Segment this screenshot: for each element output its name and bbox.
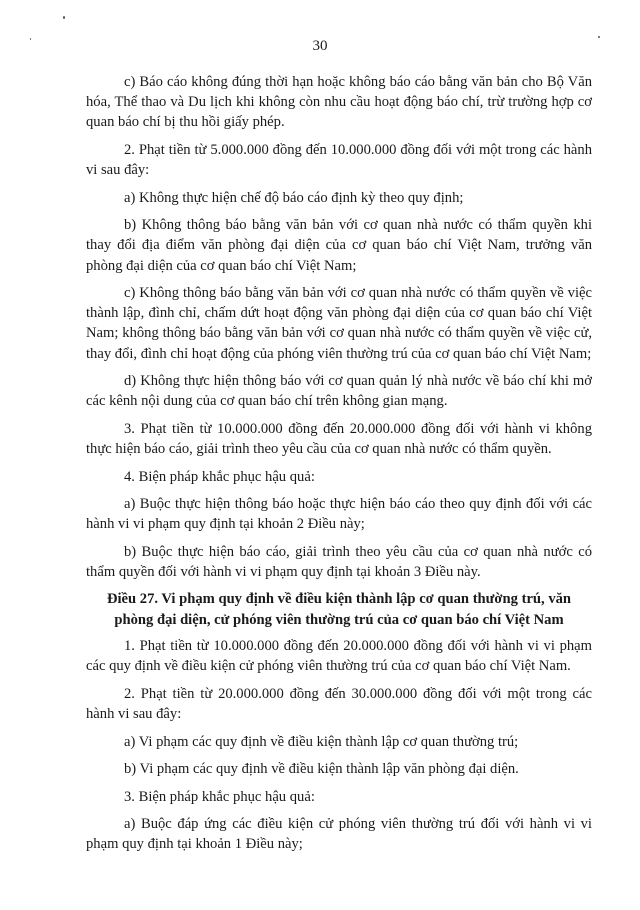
scan-speck — [63, 16, 65, 19]
paragraph: 1. Phạt tiền từ 10.000.000 đồng đến 20.000.000 đồng đối với hành vi vi phạm các quy định về điều kiện cử phóng viên thường trú của cơ quan báo chí Việt Nam. — [86, 638, 592, 675]
paragraph: a) Buộc thực hiện thông báo hoặc thực hiện báo cáo theo quy định đối với các hành vi vi phạm quy định tại khoản 2 Điều này; — [86, 496, 592, 533]
paragraph: a) Không thực hiện chế độ báo cáo định kỳ theo quy định; — [124, 189, 464, 206]
paragraph: b) Vi phạm các quy định về điều kiện thành lập văn phòng đại diện. — [124, 761, 519, 778]
paragraph: b) Không thông báo bằng văn bản với cơ quan nhà nước có thẩm quyền khi thay đổi địa điểm văn phòng đại diện của cơ quan báo chí Việt Nam, trưởng văn phòng đại diện của cơ quan báo chí Việt Nam; — [86, 217, 592, 274]
paragraph: c) Không thông báo bằng văn bản với cơ quan nhà nước có thẩm quyền về việc thành lập, đình chỉ, chấm dứt hoạt động văn phòng đại diện của cơ quan báo chí Việt Nam; không thông báo bằng văn bản với cơ quan nhà nước có thẩm quyền về việc cử, thay đổi, đình chỉ hoạt động của phóng viên thường trú của cơ quan báo chí Việt Nam; — [86, 285, 592, 362]
paragraph: 2. Phạt tiền từ 20.000.000 đồng đến 30.000.000 đồng đối với một trong các hành vi sau đây: — [86, 685, 592, 723]
paragraph: 3. Phạt tiền từ 10.000.000 đồng đến 20.000.000 đồng đối với hành vi không thực hiện báo cáo, giải trình theo yêu cầu của cơ quan nhà nước có thẩm quyền. — [86, 420, 592, 458]
paragraph: 2. Phạt tiền từ 5.000.000 đồng đến 10.000.000 đồng đối với một trong các hành vi sau đây: — [86, 141, 592, 179]
scan-speck — [598, 36, 600, 38]
scan-speck — [30, 38, 31, 40]
paragraph: d) Không thực hiện thông báo với cơ quan quản lý nhà nước về báo chí khi mở các kênh nội dung của cơ quan báo chí trên không gian mạng. — [86, 373, 592, 410]
paragraph: a) Buộc đáp ứng các điều kiện cử phóng viên thường trú đối với hành vi vi phạm quy định tại khoản 1 Điều này; — [86, 816, 592, 853]
document-body — [86, 72, 592, 862]
paragraph: b) Buộc thực hiện báo cáo, giải trình theo yêu cầu của cơ quan nhà nước có thẩm quyền đối với hành vi vi phạm quy định tại khoản 3 Điều này. — [86, 543, 592, 580]
paragraph: c) Báo cáo không đúng thời hạn hoặc không báo cáo bằng văn bản cho Bộ Văn hóa, Thể thao và Du lịch khi không còn nhu cầu hoạt động báo chí, trừ trường hợp cơ quan báo chí bị thu hồi giấy phép. — [86, 74, 592, 131]
paragraph: a) Vi phạm các quy định về điều kiện thành lập cơ quan thường trú; — [124, 733, 519, 750]
paragraph: 4. Biện pháp khắc phục hậu quả: — [124, 468, 315, 485]
page-number: 30 — [312, 38, 328, 54]
article-heading: Điều 27. Vi phạm quy định về điều kiện thành lập cơ quan thường trú, văn phòng đại diện, cử phóng viên thường trú của cơ quan báo chí Việt Nam — [106, 591, 572, 628]
paragraph: 3. Biện pháp khắc phục hậu quả: — [124, 788, 315, 805]
